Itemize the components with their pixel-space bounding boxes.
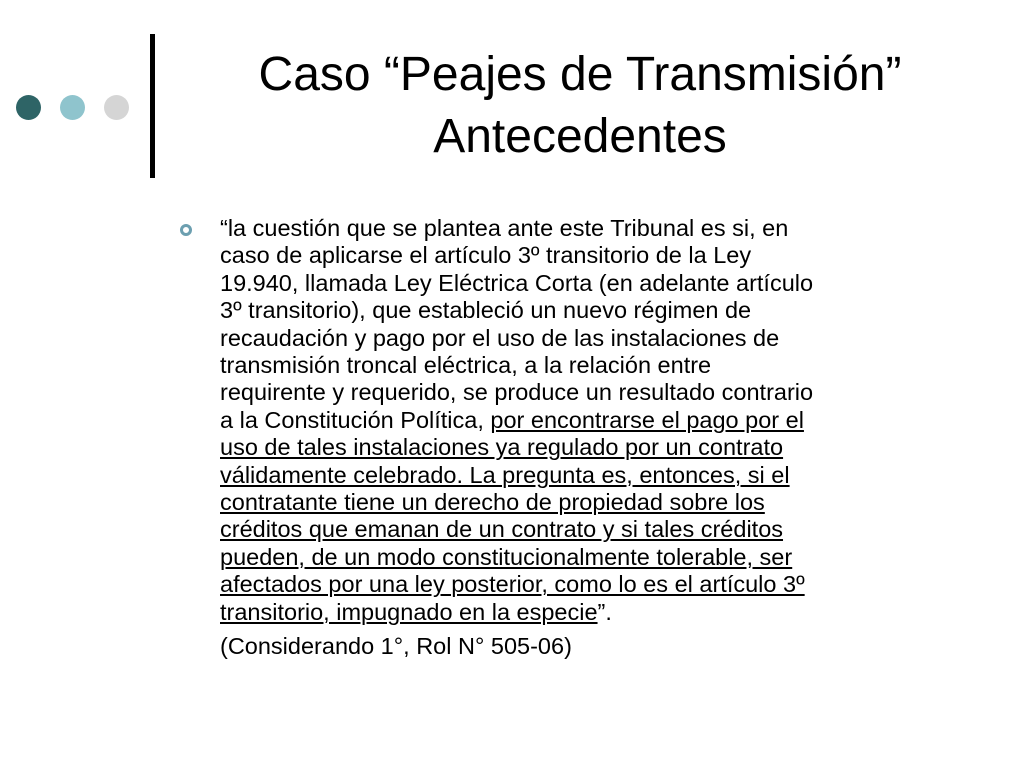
bullet-ring-icon bbox=[180, 224, 192, 236]
underlined-line: uso de tales instalaciones ya regulado por un contrato bbox=[220, 434, 784, 461]
quote-line: 19.940, llamada Ley Eléctrica Corta (en adelante artículo bbox=[220, 269, 814, 296]
quote-line bbox=[220, 599, 944, 626]
citation-text: (Considerando 1°, Rol N° 505-06) bbox=[220, 633, 572, 659]
underlined-text: transitorio, impugnado en la especie bbox=[220, 598, 598, 625]
quote-line: “la cuestión que se plantea ante este Tribunal es si, en bbox=[220, 215, 789, 241]
title-line-1: Caso “Peajes de Transmisión” bbox=[258, 48, 902, 101]
quote-line: recaudación y pago por el uso de las instalaciones de bbox=[220, 324, 780, 351]
quote-text: ”. bbox=[597, 598, 612, 625]
quote-line: requirente y requerido, se produce un resultado contrario bbox=[220, 379, 814, 406]
quote-line: 3º transitorio), que estableció un nuevo régimen de bbox=[220, 297, 752, 324]
underlined-text: por encontrarse el pago por el bbox=[490, 406, 804, 433]
underlined-line: créditos que emanan de un contrato y si tales créditos bbox=[220, 516, 784, 543]
underlined-line: afectados por una ley posterior, como lo es el artículo 3º bbox=[220, 571, 805, 598]
title-vertical-rule bbox=[150, 34, 155, 178]
dot-medium-icon bbox=[60, 95, 85, 120]
quote-text: a la Constitución Política, bbox=[220, 406, 491, 433]
dot-light-icon bbox=[104, 95, 129, 120]
quote-paragraph bbox=[220, 215, 944, 626]
slide-title bbox=[160, 44, 1000, 168]
quote-line bbox=[220, 407, 944, 434]
decorative-dots bbox=[16, 94, 148, 120]
dot-dark-icon bbox=[16, 95, 41, 120]
underlined-line: pueden, de un modo constitucionalmente tolerable, ser bbox=[220, 543, 793, 570]
underlined-line: contratante tiene un derecho de propiedad sobre los bbox=[220, 489, 765, 516]
underlined-line: válidamente celebrado. La pregunta es, entonces, si el bbox=[220, 461, 790, 488]
quote-line: caso de aplicarse el artículo 3º transitorio de la Ley bbox=[220, 242, 752, 269]
title-line-2: Antecedentes bbox=[433, 110, 727, 163]
quote-line: transmisión troncal eléctrica, a la relación entre bbox=[220, 352, 712, 379]
